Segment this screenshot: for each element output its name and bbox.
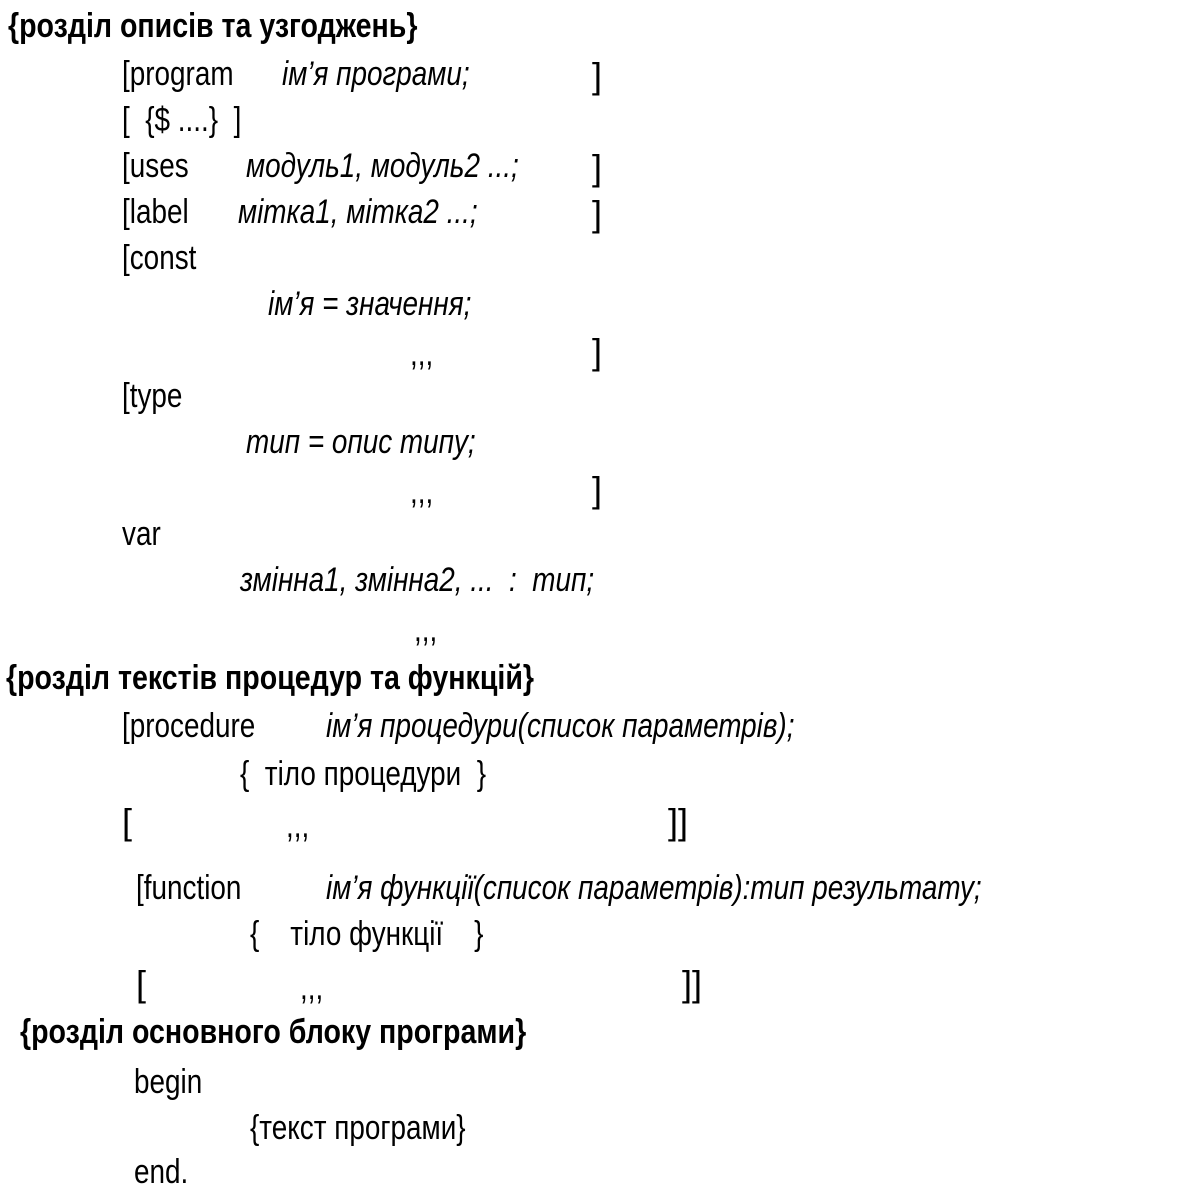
- heading-procedures: {розділ текстів процедур та функцій}: [6, 659, 535, 697]
- procedure-keyword: [procedure: [122, 707, 256, 745]
- label-list: мітка1, мітка2 ...;: [238, 193, 478, 231]
- procedure-close-bracket: ]]: [668, 801, 689, 842]
- begin-keyword: begin: [134, 1063, 203, 1101]
- type-keyword: [type: [122, 377, 183, 415]
- function-body: { тіло функції }: [250, 915, 484, 953]
- function-open-bracket: [: [136, 963, 147, 1004]
- procedure-open-bracket: [: [122, 801, 133, 842]
- program-keyword: [program: [122, 55, 234, 93]
- const-close-bracket: ]: [592, 331, 603, 372]
- type-close-bracket: ]: [592, 469, 603, 510]
- function-ellipsis: ,,,: [300, 969, 324, 1007]
- uses-close-bracket: ]: [592, 147, 603, 188]
- procedure-body: { тіло процедури }: [240, 755, 487, 793]
- uses-keyword: [uses: [122, 147, 189, 185]
- function-close-bracket: ]]: [682, 963, 703, 1004]
- heading-main-block: {розділ основного блоку програми}: [20, 1013, 527, 1051]
- const-entry: ім’я = значення;: [268, 285, 472, 323]
- program-close-bracket: ]: [592, 55, 603, 96]
- function-keyword: [function: [136, 869, 242, 907]
- var-ellipsis: ,,,: [414, 611, 438, 649]
- compiler-directive: [ {$ ....} ]: [122, 101, 242, 139]
- procedure-signature: ім’я процедури(список параметрів);: [326, 707, 795, 745]
- program-text: {текст програми}: [250, 1109, 466, 1147]
- label-keyword: [label: [122, 193, 189, 231]
- function-signature: ім’я функції(список параметрів):тип результату;: [326, 869, 982, 907]
- uses-modules: модуль1, модуль2 ...;: [246, 147, 519, 185]
- const-ellipsis: ,,,: [410, 335, 434, 373]
- heading-declarations: {розділ описів та узгоджень}: [8, 7, 418, 45]
- type-ellipsis: ,,,: [410, 473, 434, 511]
- program-name: ім’я програми;: [282, 55, 470, 93]
- label-close-bracket: ]: [592, 193, 603, 234]
- end-keyword: end.: [134, 1153, 189, 1191]
- type-entry: тип = опис типу;: [246, 423, 476, 461]
- var-entry: змінна1, змінна2, ... : тип;: [240, 561, 595, 599]
- var-keyword: var: [122, 515, 161, 553]
- procedure-ellipsis: ,,,: [286, 807, 310, 845]
- const-keyword: [const: [122, 239, 197, 277]
